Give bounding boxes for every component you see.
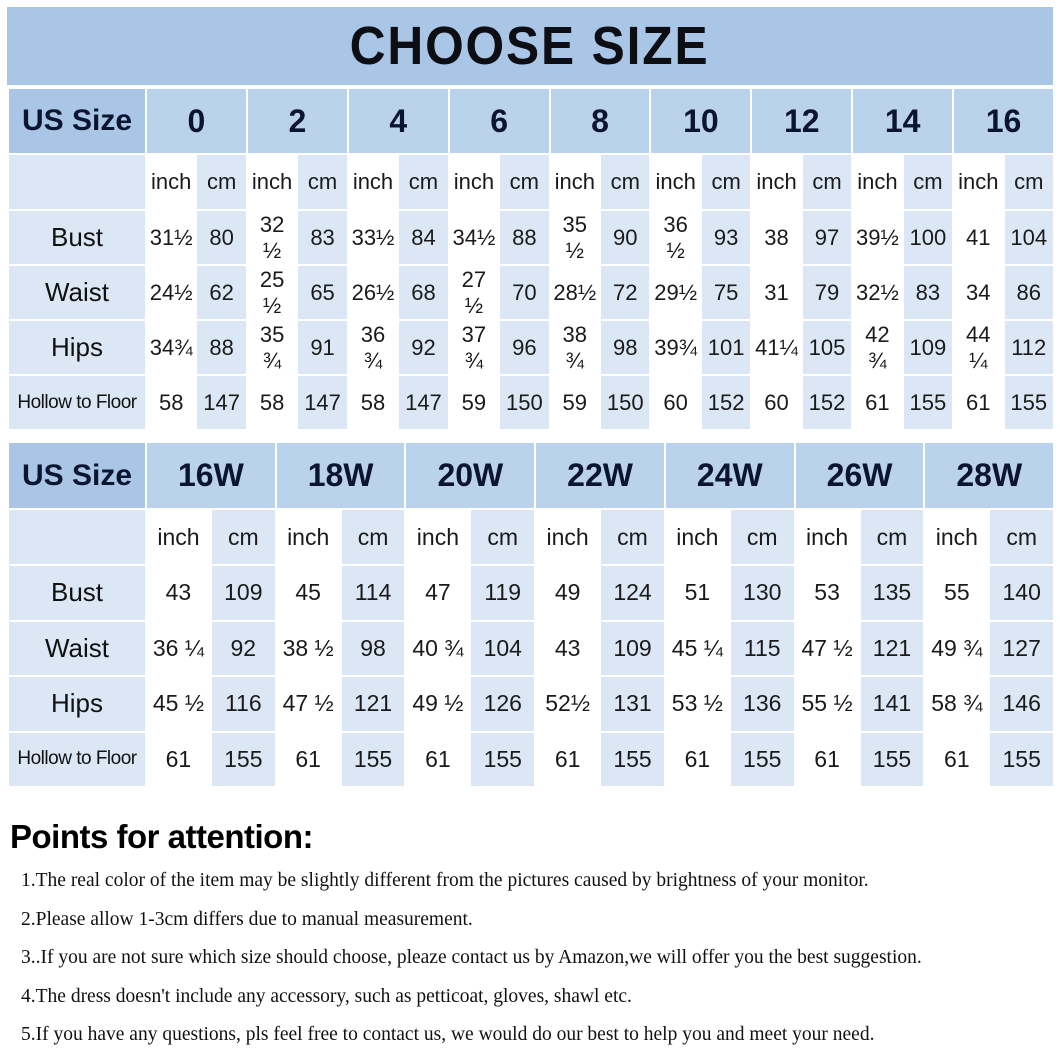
- cm-value: 121: [860, 621, 925, 677]
- cm-value: 155: [1004, 375, 1054, 430]
- cm-value: 121: [341, 676, 406, 732]
- size-header-cell: 24W: [665, 442, 795, 509]
- cm-value: 72: [600, 265, 650, 320]
- unit-cm: cm: [341, 509, 406, 565]
- unit-cm: cm: [470, 509, 535, 565]
- size-header-cell: 4: [348, 88, 449, 154]
- cm-value: 88: [499, 210, 549, 265]
- inch-value: 49: [535, 565, 600, 621]
- inch-value: 58: [348, 375, 398, 430]
- unit-inch: inch: [751, 154, 801, 210]
- size-header-cell: 22W: [535, 442, 665, 509]
- cm-value: 104: [470, 621, 535, 677]
- inch-value: 37 ¾: [449, 320, 499, 375]
- inch-value: 59: [550, 375, 600, 430]
- unit-inch: inch: [650, 154, 700, 210]
- cm-value: 104: [1004, 210, 1054, 265]
- cm-value: 109: [903, 320, 953, 375]
- cm-value: 101: [701, 320, 751, 375]
- cm-value: 141: [860, 676, 925, 732]
- measurement-row: [8, 265, 1054, 320]
- note-item: 1.The real color of the item may be slightly different from the pictures caused by brightness of your monitor.: [21, 870, 869, 891]
- inch-value: 34½: [449, 210, 499, 265]
- cm-value: 155: [341, 732, 406, 788]
- inch-value: 47 ½: [276, 676, 341, 732]
- inch-value: 58: [247, 375, 297, 430]
- inch-value: 38 ½: [276, 621, 341, 677]
- measurement-row: [8, 621, 1054, 677]
- cm-value: 124: [600, 565, 665, 621]
- inch-value: 34¾: [146, 320, 196, 375]
- inch-value: 49 ½: [405, 676, 470, 732]
- cm-value: 131: [600, 676, 665, 732]
- measurement-label: Hips: [8, 320, 146, 375]
- inch-value: 36 ¼: [146, 621, 211, 677]
- inch-value: 39¾: [650, 320, 700, 375]
- size-header-cell: 26W: [795, 442, 925, 509]
- measurement-row: [8, 732, 1054, 788]
- cm-value: 62: [196, 265, 246, 320]
- measurement-label: Hollow to Floor: [8, 375, 146, 430]
- size-header-cell: 16W: [146, 442, 276, 509]
- inch-value: 38: [751, 210, 801, 265]
- cm-value: 92: [398, 320, 448, 375]
- inch-value: 47: [405, 565, 470, 621]
- size-header-cell: 2: [247, 88, 348, 154]
- cm-value: 100: [903, 210, 953, 265]
- cm-value: 135: [860, 565, 925, 621]
- us-size-label: US Size: [8, 88, 146, 154]
- cm-value: 155: [989, 732, 1054, 788]
- note-item: 4.The dress doesn't include any accessory, such as petticoat, gloves, shawl etc.: [21, 985, 632, 1007]
- note-item: 3..If you are not sure which size should choose, pleaze contact us by Amazon,we will offer you the best suggestion.: [21, 947, 922, 968]
- inch-value: 61: [795, 732, 860, 788]
- unit-inch: inch: [348, 154, 398, 210]
- size-header-cell: 16: [953, 88, 1054, 154]
- inch-value: 45 ½: [146, 676, 211, 732]
- size-header-cell: 20W: [405, 442, 535, 509]
- inch-value: 53 ½: [665, 676, 730, 732]
- unit-inch: inch: [953, 154, 1003, 210]
- cm-value: 83: [297, 210, 347, 265]
- inch-value: 49 ¾: [924, 621, 989, 677]
- unit-inch: inch: [449, 154, 499, 210]
- notes-heading: Points for attention:: [10, 818, 313, 855]
- cm-value: 88: [196, 320, 246, 375]
- inch-value: 60: [650, 375, 700, 430]
- inch-value: 61: [953, 375, 1003, 430]
- measurement-row: [8, 375, 1054, 430]
- unit-cm: cm: [802, 154, 852, 210]
- cm-value: 152: [701, 375, 751, 430]
- cm-value: 86: [1004, 265, 1054, 320]
- unit-row-blank: [8, 154, 146, 210]
- inch-value: 60: [751, 375, 801, 430]
- unit-inch: inch: [247, 154, 297, 210]
- unit-cm: cm: [297, 154, 347, 210]
- size-header-cell: 10: [650, 88, 751, 154]
- cm-value: 155: [903, 375, 953, 430]
- inch-value: 53: [795, 565, 860, 621]
- inch-value: 47 ½: [795, 621, 860, 677]
- unit-cm: cm: [701, 154, 751, 210]
- inch-value: 27 ½: [449, 265, 499, 320]
- unit-cm: cm: [211, 509, 276, 565]
- unit-cm: cm: [730, 509, 795, 565]
- inch-value: 34: [953, 265, 1003, 320]
- cm-value: 115: [730, 621, 795, 677]
- unit-cm: cm: [196, 154, 246, 210]
- inch-value: 51: [665, 565, 730, 621]
- cm-value: 127: [989, 621, 1054, 677]
- inch-value: 55: [924, 565, 989, 621]
- unit-row: [8, 509, 1054, 565]
- unit-inch: inch: [535, 509, 600, 565]
- inch-value: 43: [146, 565, 211, 621]
- unit-cm: cm: [1004, 154, 1054, 210]
- inch-value: 32½: [852, 265, 902, 320]
- cm-value: 96: [499, 320, 549, 375]
- inch-value: 52½: [535, 676, 600, 732]
- inch-value: 61: [665, 732, 730, 788]
- cm-value: 114: [341, 565, 406, 621]
- cm-value: 116: [211, 676, 276, 732]
- notes-list: [10, 862, 1055, 1055]
- cm-value: 112: [1004, 320, 1054, 375]
- size-chart-title-banner: [7, 7, 1053, 85]
- cm-value: 75: [701, 265, 751, 320]
- measurement-label: Hips: [8, 676, 146, 732]
- unit-cm: cm: [398, 154, 448, 210]
- inch-value: 35 ¾: [247, 320, 297, 375]
- inch-value: 41: [953, 210, 1003, 265]
- inch-value: 55 ½: [795, 676, 860, 732]
- cm-value: 98: [600, 320, 650, 375]
- cm-value: 119: [470, 565, 535, 621]
- inch-value: 29½: [650, 265, 700, 320]
- inch-value: 43: [535, 621, 600, 677]
- inch-value: 61: [852, 375, 902, 430]
- inch-value: 58: [146, 375, 196, 430]
- inch-value: 42 ¾: [852, 320, 902, 375]
- cm-value: 155: [600, 732, 665, 788]
- inch-value: 35 ½: [550, 210, 600, 265]
- inch-value: 61: [146, 732, 211, 788]
- inch-value: 44 ¼: [953, 320, 1003, 375]
- unit-inch: inch: [146, 154, 196, 210]
- cm-value: 97: [802, 210, 852, 265]
- cm-value: 83: [903, 265, 953, 320]
- cm-value: 93: [701, 210, 751, 265]
- inch-value: 61: [535, 732, 600, 788]
- cm-value: 150: [600, 375, 650, 430]
- inch-value: 28½: [550, 265, 600, 320]
- note-item: 5.If you have any questions, pls feel free to contact us, we would do our best to help you and meet your need.: [21, 1024, 875, 1045]
- unit-cm: cm: [903, 154, 953, 210]
- cm-value: 98: [341, 621, 406, 677]
- inch-value: 26½: [348, 265, 398, 320]
- measurement-row: [8, 676, 1054, 732]
- cm-value: 155: [211, 732, 276, 788]
- cm-value: 155: [730, 732, 795, 788]
- measurement-label: Waist: [8, 621, 146, 677]
- cm-value: 65: [297, 265, 347, 320]
- cm-value: 147: [297, 375, 347, 430]
- unit-inch: inch: [276, 509, 341, 565]
- cm-value: 109: [211, 565, 276, 621]
- inch-value: 61: [924, 732, 989, 788]
- cm-value: 68: [398, 265, 448, 320]
- cm-value: 92: [211, 621, 276, 677]
- cm-value: 109: [600, 621, 665, 677]
- cm-value: 155: [470, 732, 535, 788]
- size-header-cell: 14: [852, 88, 953, 154]
- size-header-cell: 28W: [924, 442, 1054, 509]
- inch-value: 40 ¾: [405, 621, 470, 677]
- inch-value: 58 ¾: [924, 676, 989, 732]
- size-chart-title: CHOOSE SIZE: [350, 16, 710, 76]
- inch-value: 45: [276, 565, 341, 621]
- measurement-row: [8, 565, 1054, 621]
- inch-value: 36 ½: [650, 210, 700, 265]
- inch-value: 61: [276, 732, 341, 788]
- unit-inch: inch: [924, 509, 989, 565]
- cm-value: 90: [600, 210, 650, 265]
- cm-value: 91: [297, 320, 347, 375]
- note-item: 2.Please allow 1-3cm differs due to manual measurement.: [21, 908, 473, 930]
- inch-value: 31: [751, 265, 801, 320]
- standard-size-table: [7, 87, 1055, 431]
- inch-value: 31½: [146, 210, 196, 265]
- measurement-label: Hollow to Floor: [8, 732, 146, 788]
- unit-inch: inch: [405, 509, 470, 565]
- cm-value: 70: [499, 265, 549, 320]
- cm-value: 136: [730, 676, 795, 732]
- cm-value: 130: [730, 565, 795, 621]
- cm-value: 152: [802, 375, 852, 430]
- cm-value: 84: [398, 210, 448, 265]
- unit-row: [8, 154, 1054, 210]
- measurement-row: [8, 210, 1054, 265]
- measurement-label: Bust: [8, 565, 146, 621]
- unit-inch: inch: [550, 154, 600, 210]
- unit-cm: cm: [989, 509, 1054, 565]
- unit-inch: inch: [665, 509, 730, 565]
- measurement-label: Bust: [8, 210, 146, 265]
- inch-value: 41¼: [751, 320, 801, 375]
- inch-value: 33½: [348, 210, 398, 265]
- unit-cm: cm: [600, 509, 665, 565]
- cm-value: 146: [989, 676, 1054, 732]
- cm-value: 147: [196, 375, 246, 430]
- inch-value: 39½: [852, 210, 902, 265]
- size-header-row: [8, 88, 1054, 154]
- unit-cm: cm: [860, 509, 925, 565]
- cm-value: 155: [860, 732, 925, 788]
- measurement-row: [8, 320, 1054, 375]
- inch-value: 61: [405, 732, 470, 788]
- inch-value: 38 ¾: [550, 320, 600, 375]
- inch-value: 45 ¼: [665, 621, 730, 677]
- unit-cm: cm: [600, 154, 650, 210]
- inch-value: 36 ¾: [348, 320, 398, 375]
- us-size-label: US Size: [8, 442, 146, 509]
- cm-value: 105: [802, 320, 852, 375]
- unit-cm: cm: [499, 154, 549, 210]
- inch-value: 25 ½: [247, 265, 297, 320]
- plus-size-table: [7, 441, 1055, 788]
- cm-value: 140: [989, 565, 1054, 621]
- size-header-cell: 8: [550, 88, 651, 154]
- unit-inch: inch: [146, 509, 211, 565]
- measurement-label: Waist: [8, 265, 146, 320]
- cm-value: 79: [802, 265, 852, 320]
- cm-value: 147: [398, 375, 448, 430]
- unit-row-blank: [8, 509, 146, 565]
- attention-notes: [10, 818, 1055, 1055]
- size-header-cell: 18W: [276, 442, 406, 509]
- unit-inch: inch: [795, 509, 860, 565]
- size-header-cell: 0: [146, 88, 247, 154]
- cm-value: 80: [196, 210, 246, 265]
- inch-value: 32 ½: [247, 210, 297, 265]
- size-header-row: [8, 442, 1054, 509]
- inch-value: 59: [449, 375, 499, 430]
- cm-value: 150: [499, 375, 549, 430]
- size-header-cell: 6: [449, 88, 550, 154]
- unit-inch: inch: [852, 154, 902, 210]
- size-header-cell: 12: [751, 88, 852, 154]
- cm-value: 126: [470, 676, 535, 732]
- inch-value: 24½: [146, 265, 196, 320]
